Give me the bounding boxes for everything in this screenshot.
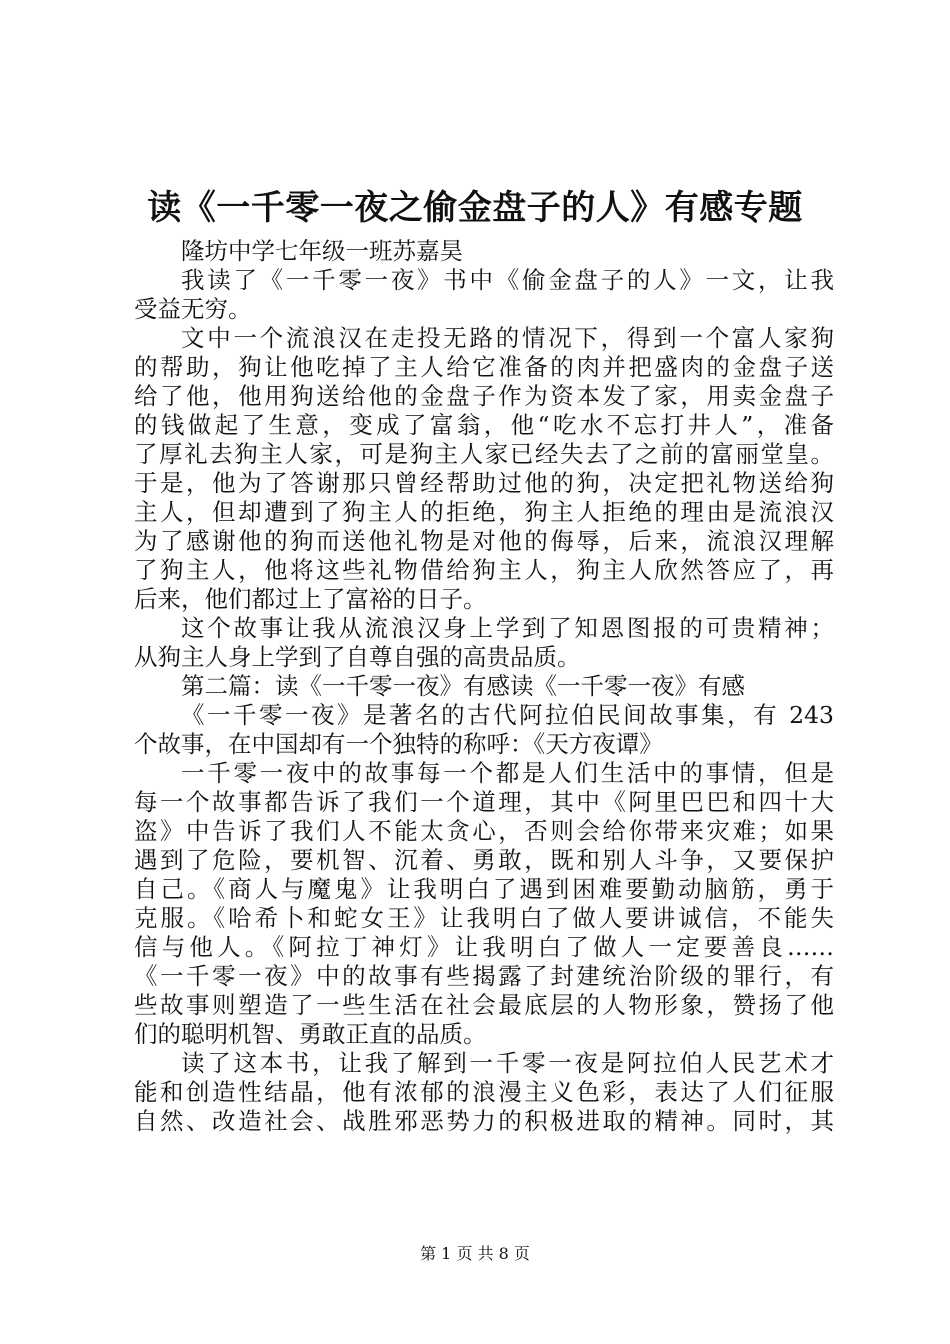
body-text-line: 后来，他们都过上了富裕的日子。	[134, 585, 487, 613]
body-text-line: 读了这本书，让我了解到一千零一夜是阿拉伯人民艺术才	[181, 1049, 834, 1077]
body-text-line: 主人，但却遭到了狗主人的拒绝，狗主人拒绝的理由是流浪汉	[134, 498, 834, 526]
body-text-line: 自然、改造社会、战胜邪恶势力的积极进取的精神。同时，其	[134, 1107, 834, 1135]
body-text-line: 第二篇：读《一千零一夜》有感读《一千零一夜》有感	[181, 672, 745, 700]
body-text-line: 受益无穷。	[134, 295, 252, 323]
body-text-line: 于是，他为了答谢那只曾经帮助过他的狗，决定把礼物送给狗	[134, 469, 834, 497]
body-text-line: 《一千零一夜》是著名的古代阿拉伯民间故事集，有 243	[181, 701, 834, 729]
body-text-line: 了狗主人，他将这些礼物借给狗主人，狗主人欣然答应了，再	[134, 556, 834, 584]
body-text-line: 们的聪明机智、勇敢正直的品质。	[134, 1020, 487, 1048]
body-text-line: 从狗主人身上学到了自尊自强的高贵品质。	[134, 643, 581, 671]
body-text-line: 克服。《哈希卜和蛇女王》让我明白了做人要讲诚信，不能失	[134, 904, 834, 932]
body-text-line: 遇到了危险，要机智、沉着、勇敢，既和别人斗争，又要保护	[134, 846, 834, 874]
body-text-line: 我读了《一千零一夜》书中《偷金盘子的人》一文，让我	[181, 266, 834, 294]
body-text-line: 一千零一夜中的故事每一个都是人们生活中的事情，但是	[181, 759, 834, 787]
body-text-line: 了厚礼去狗主人家，可是狗主人家已经失去了之前的富丽堂皇。	[134, 440, 834, 468]
body-text-line: 给了他，他用狗送给他的金盘子作为资本发了家，用卖金盘子	[134, 382, 834, 410]
body-text-line: 的帮助，狗让他吃掉了主人给它准备的肉并把盛肉的金盘子送	[134, 353, 834, 381]
page-footer: 第 1 页 共 8 页	[420, 1244, 530, 1263]
body-text-line: 《一千零一夜》中的故事有些揭露了封建统治阶级的罪行，有	[134, 962, 834, 990]
body-text-line: 文中一个流浪汉在走投无路的情况下，得到一个富人家狗	[181, 324, 834, 352]
body-text-line: 信与他人。《阿拉丁神灯》让我明白了做人一定要善良……	[134, 933, 834, 961]
body-text-line: 这个故事让我从流浪汉身上学到了知恩图报的可贵精神；	[181, 614, 834, 642]
body-text-line: 些故事则塑造了一些生活在社会最底层的人物形象，赞扬了他	[134, 991, 834, 1019]
body-text-line: 每一个故事都告诉了我们一个道理，其中《阿里巴巴和四十大	[134, 788, 834, 816]
body-text-line: 的钱做起了生意，变成了富翁，他“吃水不忘打井人”，准备	[134, 411, 834, 439]
body-text-line: 个故事，在中国却有一个独特的称呼：《天方夜谭》	[134, 730, 663, 758]
body-text-line: 为了感谢他的狗而送他礼物是对他的侮辱，后来，流浪汉理解	[134, 527, 834, 555]
body-text-line: 盗》中告诉了我们人不能太贪心，否则会给你带来灾难；如果	[134, 817, 834, 845]
body-text-line: 能和创造性结晶，他有浓郁的浪漫主义色彩，表达了人们征服	[134, 1078, 834, 1106]
body-text-line: 隆坊中学七年级一班苏嘉昊	[181, 237, 463, 265]
body-text-line: 自己。《商人与魔鬼》让我明白了遇到困难要勤动脑筋，勇于	[134, 875, 834, 903]
document-title: 读《一千零一夜之偷金盘子的人》有感专题	[147, 188, 803, 228]
document-body	[134, 237, 834, 1136]
